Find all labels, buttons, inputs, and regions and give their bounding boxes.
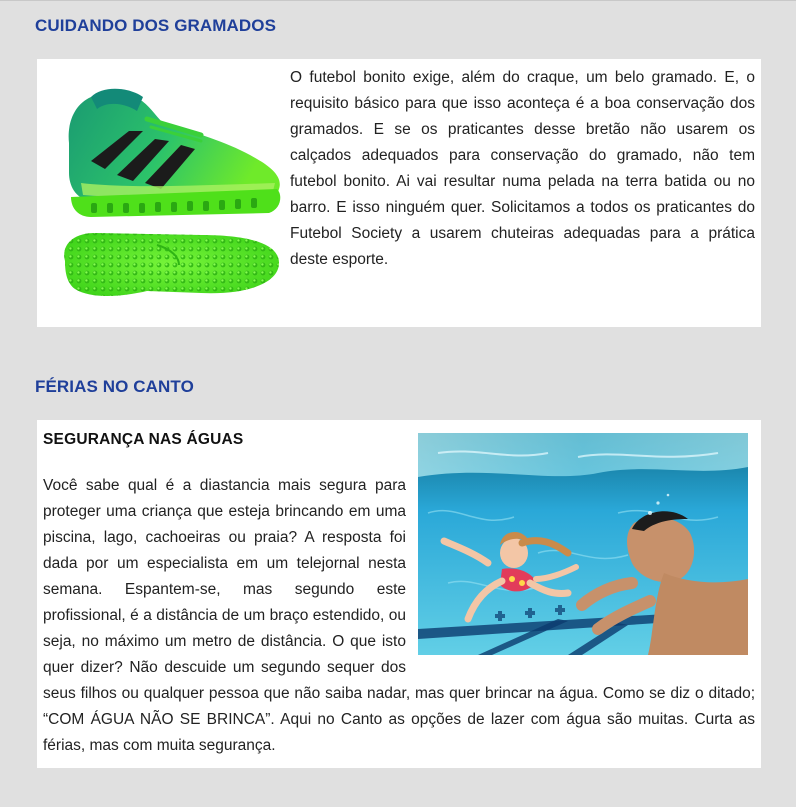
ferias-text: Você sabe qual é a diastancia mais segura para proteger uma criança que esteja brincando em uma piscina, lago, cachoeiras ou praia? A resposta foi dada por um especialista em um telejornal nesta semana. Espantem-se, mas segundo este profissional, é a distância de um braço estendido, ou seja, no máximo um metro de distância. O que isto quer dizer? Não descuide um segundo sequer dos seus filhos ou qualquer pessoa que não saiba nadar, mas quer brincar na água. Como se diz o ditado; “COM ÁGUA NÃO SE BRINCA”. Aqui no Canto as opções de lazer com água são muitas. Curta as férias, mas com muita segurança.: [43, 477, 755, 754]
gramados-card: [37, 59, 761, 327]
ferias-subtitle: SEGURANÇA NAS ÁGUAS: [43, 431, 244, 448]
green-cleats-icon: [51, 85, 281, 301]
gramados-text: O futebol bonito exige, além do craque, um belo gramado. E, o requisito básico para que isso aconteça é a boa conservação dos gramados. E se os praticantes desse bretão não usarem os calçados adequados para conservação do gramado, não tem futebol bonito. Ai vai resultar numa pelada na terra batida ou no barro. E isso ninguém quer. Solicitamos a todos os praticantes do Futebol Society a usarem chuteiras adequadas para a prática deste esporte.: [290, 69, 755, 268]
ferias-card: [37, 420, 761, 768]
section-title-gramados: CUIDANDO DOS GRAMADOS: [35, 16, 277, 35]
section-title-ferias: FÉRIAS NO CANTO: [35, 377, 194, 396]
pool-swimming-photo: [418, 433, 748, 655]
